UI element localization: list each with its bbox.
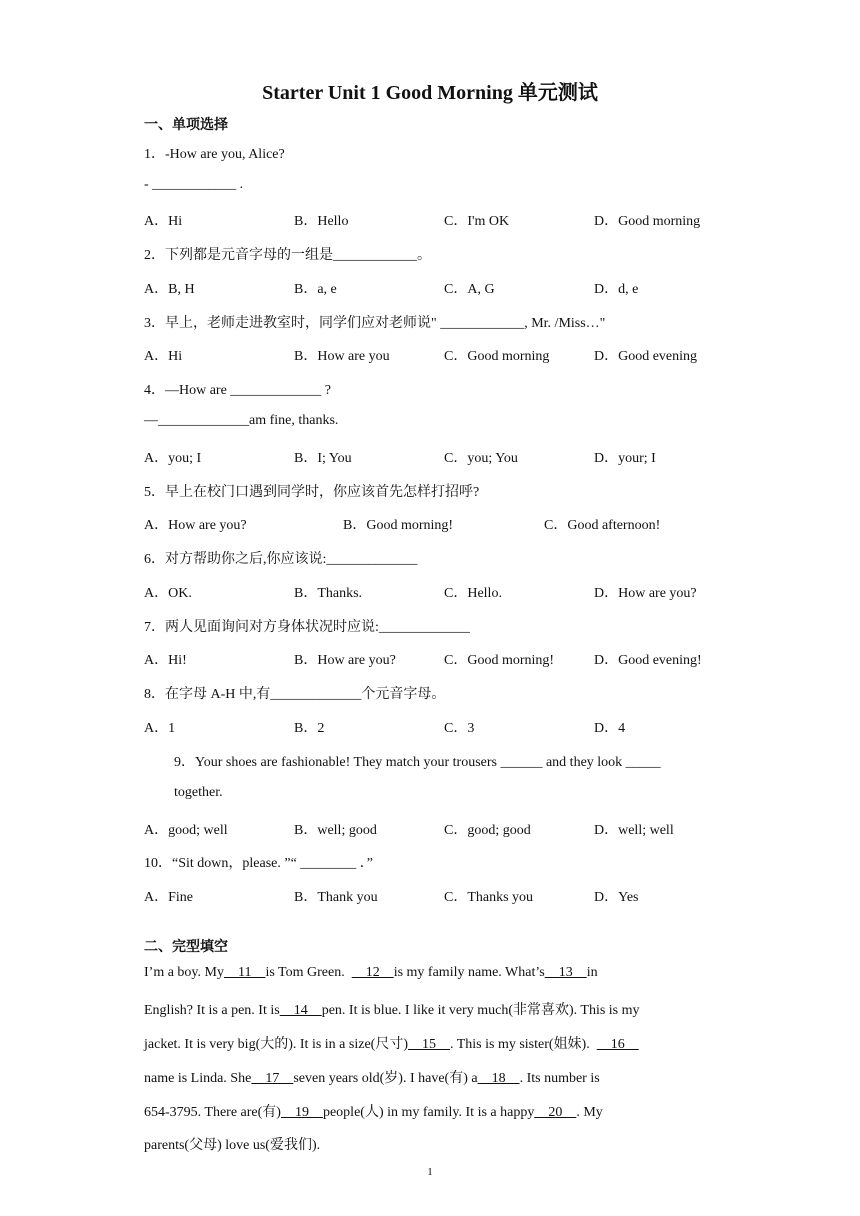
- cloze-text: 654-3795. There are(有): [144, 1105, 281, 1120]
- cloze-text: parents(父母) love us(爱我们).: [144, 1138, 321, 1153]
- option-c: C．Good morning!: [444, 653, 555, 668]
- cloze-blank-20: 20: [534, 1105, 577, 1120]
- question-5-stem: 5．早上在校门口遇到同学时，你应该首先怎样打招呼?: [144, 485, 480, 500]
- option-a: A．How are you?: [144, 518, 247, 533]
- cloze-text: jacket. It is very big(大的). It is in a size(尺寸): [144, 1037, 408, 1052]
- option-c: C．I'm OK: [444, 214, 510, 229]
- option-d: D．your; I: [594, 451, 656, 466]
- cloze-blank-17: 17: [251, 1071, 294, 1086]
- option-c: C．good; good: [444, 823, 531, 838]
- page-number: 1: [427, 1166, 433, 1178]
- question-9-stem-line2: together.: [174, 785, 223, 800]
- question-4-stem-line2: —_____________am fine, thanks.: [144, 413, 339, 428]
- question-3-options: [144, 345, 724, 365]
- cloze-blank-12: 12: [351, 965, 394, 980]
- question-2-stem: 2．下列都是元音字母的一组是____________。: [144, 248, 431, 263]
- question-1-options: [144, 210, 724, 230]
- option-b: B．Hello: [294, 214, 349, 229]
- option-b: B．Good morning!: [343, 518, 454, 533]
- question-7-stem: 7．两人见面询问对方身体状况时应说:_____________: [144, 620, 470, 635]
- question-8-stem: 8．在字母 A-H 中,有_____________个元音字母。: [144, 687, 446, 702]
- question-7-options: [144, 649, 724, 669]
- option-a: A．Hi!: [144, 653, 187, 668]
- option-d: D．d, e: [594, 282, 639, 297]
- option-b: B．Thanks.: [294, 586, 363, 601]
- question-1-stem: 1．-How are you, Alice?: [144, 147, 285, 162]
- option-d: D．How are you?: [594, 586, 697, 601]
- option-d: D．Good evening: [594, 349, 698, 364]
- option-a: A．good; well: [144, 823, 228, 838]
- question-10-stem: 10．“Sit down，please. ”“ ________ ．”: [144, 856, 374, 871]
- cloze-text: English? It is a pen. It is: [144, 1003, 280, 1018]
- cloze-blank-19: 19: [280, 1105, 323, 1120]
- option-b: B．well; good: [294, 823, 377, 838]
- cloze-line-2: [144, 999, 719, 1019]
- option-c: C．A, G: [444, 282, 495, 297]
- cloze-text: . This is my sister(姐妹).: [449, 1037, 597, 1052]
- cloze-blank-18: 18: [477, 1071, 520, 1086]
- cloze-text: . My: [576, 1105, 603, 1120]
- option-c: C．you; You: [444, 451, 518, 466]
- option-b: B．2: [294, 721, 325, 736]
- option-d: D．Good morning: [594, 214, 701, 229]
- cloze-text: seven years old(岁). I have(有) a: [293, 1071, 478, 1086]
- question-6-options: [144, 582, 724, 602]
- question-8-options: [144, 717, 724, 737]
- question-3-stem: 3．早上，老师走进教室时，同学们应对老师说" ____________, Mr. /Miss…": [144, 316, 606, 331]
- cloze-blank-15: 15: [407, 1037, 450, 1052]
- cloze-text: name is Linda. She: [144, 1071, 252, 1086]
- option-b: B．Thank you: [294, 890, 378, 905]
- cloze-text: pen. It is blue. I like it very much(非常喜欢). This is my: [321, 1003, 640, 1018]
- cloze-line-6: [144, 1134, 719, 1154]
- cloze-blank-16: 16: [596, 1037, 639, 1052]
- cloze-text: is my family name. What’s: [393, 965, 545, 980]
- question-4-options: [144, 447, 724, 467]
- option-a: A．Fine: [144, 890, 193, 905]
- section-heading-cloze: 二、完型填空: [144, 940, 228, 955]
- option-b: B．How are you: [294, 349, 390, 364]
- question-9-options: [144, 819, 724, 839]
- cloze-blank-14: 14: [279, 1003, 322, 1018]
- option-c: C．Good afternoon!: [544, 518, 661, 533]
- option-d: D．well; well: [594, 823, 674, 838]
- option-b: B．I; You: [294, 451, 352, 466]
- section-heading-multiple-choice: 一、单项选择: [144, 118, 228, 133]
- option-a: A．you; I: [144, 451, 202, 466]
- option-a: A．B, H: [144, 282, 195, 297]
- option-d: D．4: [594, 721, 626, 736]
- cloze-blank-11: 11: [223, 965, 266, 980]
- option-c: C．Good morning: [444, 349, 550, 364]
- question-2-options: [144, 278, 724, 298]
- question-9-stem: 9．Your shoes are fashionable! They match your trousers ______ and they look _____: [174, 755, 661, 770]
- cloze-text: people(人) in my family. It is a happy: [322, 1105, 535, 1120]
- cloze-line-3: [144, 1033, 719, 1053]
- cloze-blank-13: 13: [544, 965, 587, 980]
- cloze-text: in: [586, 965, 598, 980]
- document-title: Starter Unit 1 Good Morning 单元测试: [262, 82, 598, 104]
- option-a: A．Hi: [144, 214, 183, 229]
- cloze-text: is Tom Green.: [265, 965, 352, 980]
- option-a: A．Hi: [144, 349, 183, 364]
- question-1-stem-line2: - ____________ .: [144, 177, 244, 192]
- cloze-line-4: [144, 1067, 719, 1087]
- cloze-line-1: [144, 965, 719, 981]
- cloze-text: . Its number is: [519, 1071, 600, 1086]
- cloze-line-5: [144, 1101, 719, 1121]
- option-a: A．1: [144, 721, 176, 736]
- option-b: B．a, e: [294, 282, 337, 297]
- option-c: C．Thanks you: [444, 890, 534, 905]
- option-c: C．Hello.: [444, 586, 502, 601]
- option-d: D．Good evening!: [594, 653, 702, 668]
- question-4-stem: 4．—How are _____________ ?: [144, 383, 332, 398]
- option-a: A．OK.: [144, 586, 192, 601]
- option-d: D．Yes: [594, 890, 639, 905]
- cloze-text: I’m a boy. My: [144, 965, 224, 980]
- question-6-stem: 6．对方帮助你之后,你应该说:_____________: [144, 552, 418, 567]
- question-10-options: [144, 886, 724, 906]
- option-b: B．How are you?: [294, 653, 396, 668]
- question-5-options: [144, 514, 724, 534]
- option-c: C．3: [444, 721, 475, 736]
